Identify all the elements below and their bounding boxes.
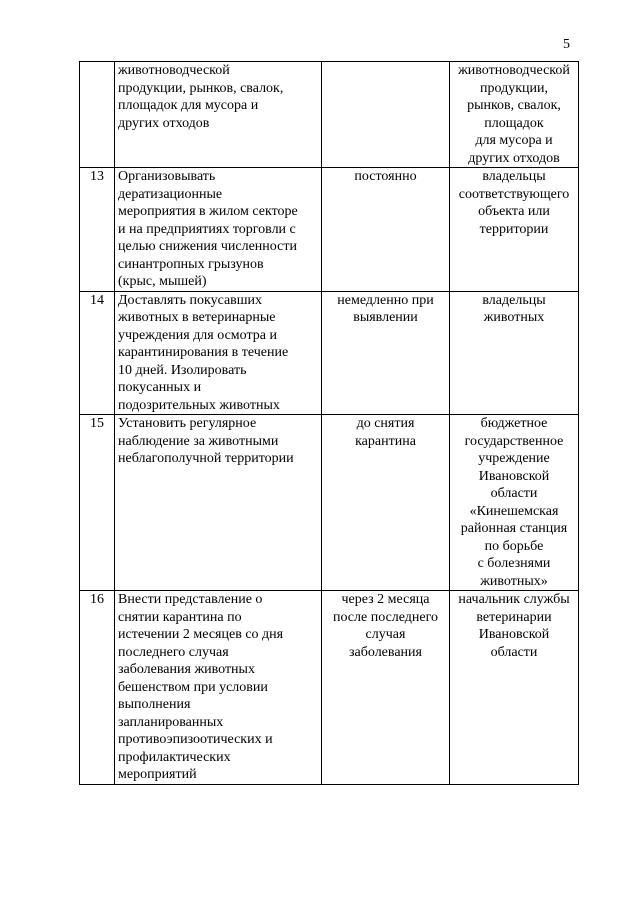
- cell-line: бешенством при условии: [118, 679, 268, 695]
- cell-line: рынков, свалок,: [467, 98, 561, 113]
- table-row: [80, 591, 579, 785]
- cell-line: «Кинешемская: [469, 503, 559, 519]
- cell-line: мероприятий: [118, 767, 197, 782]
- table-row: [80, 415, 579, 591]
- cell-line: с болезнями: [477, 556, 551, 571]
- term-cell: [322, 415, 450, 591]
- cell-line: выявлении: [353, 310, 418, 325]
- cell-line: снятии карантина по: [118, 609, 242, 625]
- cell-line: истечении 2 месяцев со дня: [118, 627, 284, 642]
- measure-text-cell: [115, 62, 322, 168]
- cell-line: других отходов: [118, 115, 210, 131]
- cell-line: дератизационные: [118, 186, 223, 202]
- table-row: [80, 62, 579, 168]
- measure-text-cell: [115, 168, 322, 292]
- term-cell: [322, 291, 450, 415]
- cell-line: владельцы: [482, 292, 546, 308]
- cell-line: учреждение: [478, 451, 550, 466]
- cell-line: Организовывать: [118, 169, 216, 184]
- cell-line: Установить регулярное: [118, 416, 257, 431]
- cell-line: для мусора и: [475, 133, 553, 148]
- cell-line: животноводческой: [118, 63, 230, 78]
- cell-line: карантина: [355, 433, 416, 449]
- row-number-cell: 14: [80, 291, 115, 415]
- cell-line: после последнего: [332, 609, 439, 625]
- cell-line: заболевания: [349, 644, 422, 660]
- cell-line: профилактических: [118, 749, 231, 765]
- cell-line: животных: [483, 310, 545, 325]
- table-row: [80, 168, 579, 292]
- cell-line: подозрительных животных: [118, 397, 280, 413]
- cell-line: до снятия: [356, 416, 415, 431]
- table-row: [80, 291, 579, 415]
- cell-line: животных в ветеринарные: [118, 310, 276, 325]
- row-number-cell: [80, 62, 115, 168]
- cell-line: последнего случая: [118, 644, 229, 660]
- cell-line: немедленно при: [337, 292, 434, 308]
- cell-line: мероприятия в жилом секторе: [118, 204, 298, 219]
- term-cell: [322, 62, 450, 168]
- cell-line: (крыс, мышей): [118, 274, 207, 289]
- cell-line: случая: [365, 627, 406, 642]
- cell-line: площадок для мусора и: [118, 98, 259, 113]
- cell-line: запланированных: [118, 714, 224, 730]
- cell-line: через 2 месяца: [341, 592, 430, 607]
- measure-text-cell: [115, 415, 322, 591]
- cell-line: 10 дней. Изолировать: [118, 362, 247, 378]
- cell-line: животных»: [480, 573, 548, 589]
- cell-line: Доставлять покусавших: [118, 292, 263, 308]
- cell-line: Внести представление о: [118, 592, 263, 607]
- cell-line: территории: [479, 221, 549, 237]
- measure-text-cell: [115, 291, 322, 415]
- row-number-cell: 13: [80, 168, 115, 292]
- term-cell: [322, 591, 450, 785]
- cell-line: постоянно: [354, 169, 417, 184]
- term-cell: [322, 168, 450, 292]
- cell-line: ветеринарии: [476, 609, 552, 625]
- measure-text-cell: [115, 591, 322, 785]
- cell-line: области: [490, 486, 538, 501]
- cell-line: животноводческой: [458, 63, 570, 78]
- cell-line: и на предприятиях торговли с: [118, 221, 296, 237]
- responsible-cell: [450, 291, 579, 415]
- cell-line: неблагополучной территории: [118, 451, 294, 466]
- cell-line: объекта или: [478, 204, 550, 219]
- cell-line: районная станция: [460, 521, 568, 536]
- page-number: 5: [563, 37, 570, 52]
- cell-line: заболевания животных: [118, 662, 255, 677]
- cell-line: наблюдение за животными: [118, 433, 279, 449]
- cell-line: синантропных грызунов: [118, 256, 264, 272]
- cell-line: карантинирования в течение: [118, 345, 289, 360]
- row-number-cell: 15: [80, 415, 115, 591]
- cell-line: площадок: [484, 115, 544, 131]
- cell-line: продукции,: [480, 80, 548, 96]
- responsible-cell: [450, 591, 579, 785]
- cell-line: покусанных и: [118, 380, 202, 395]
- cell-line: бюджетное: [480, 416, 548, 431]
- measures-table-body: [80, 62, 579, 785]
- row-number-cell: 16: [80, 591, 115, 785]
- cell-line: продукции, рынков, свалок,: [118, 80, 284, 96]
- responsible-cell: [450, 62, 579, 168]
- responsible-cell: [450, 168, 579, 292]
- cell-line: выполнения: [118, 697, 191, 712]
- cell-line: других отходов: [468, 150, 560, 166]
- measures-table: [79, 61, 579, 785]
- cell-line: соответствующего: [458, 186, 570, 202]
- cell-line: Ивановской: [478, 627, 550, 642]
- cell-line: начальник службы: [458, 592, 570, 607]
- responsible-cell: [450, 415, 579, 591]
- cell-line: области: [490, 644, 538, 660]
- cell-line: владельцы: [482, 169, 546, 184]
- cell-line: целью снижения численности: [118, 239, 297, 254]
- cell-line: государственное: [464, 433, 564, 449]
- cell-line: противоэпизоотических и: [118, 732, 273, 747]
- cell-line: по борьбе: [484, 538, 544, 554]
- cell-line: учреждения для осмотра и: [118, 327, 277, 343]
- cell-line: Ивановской: [478, 468, 550, 484]
